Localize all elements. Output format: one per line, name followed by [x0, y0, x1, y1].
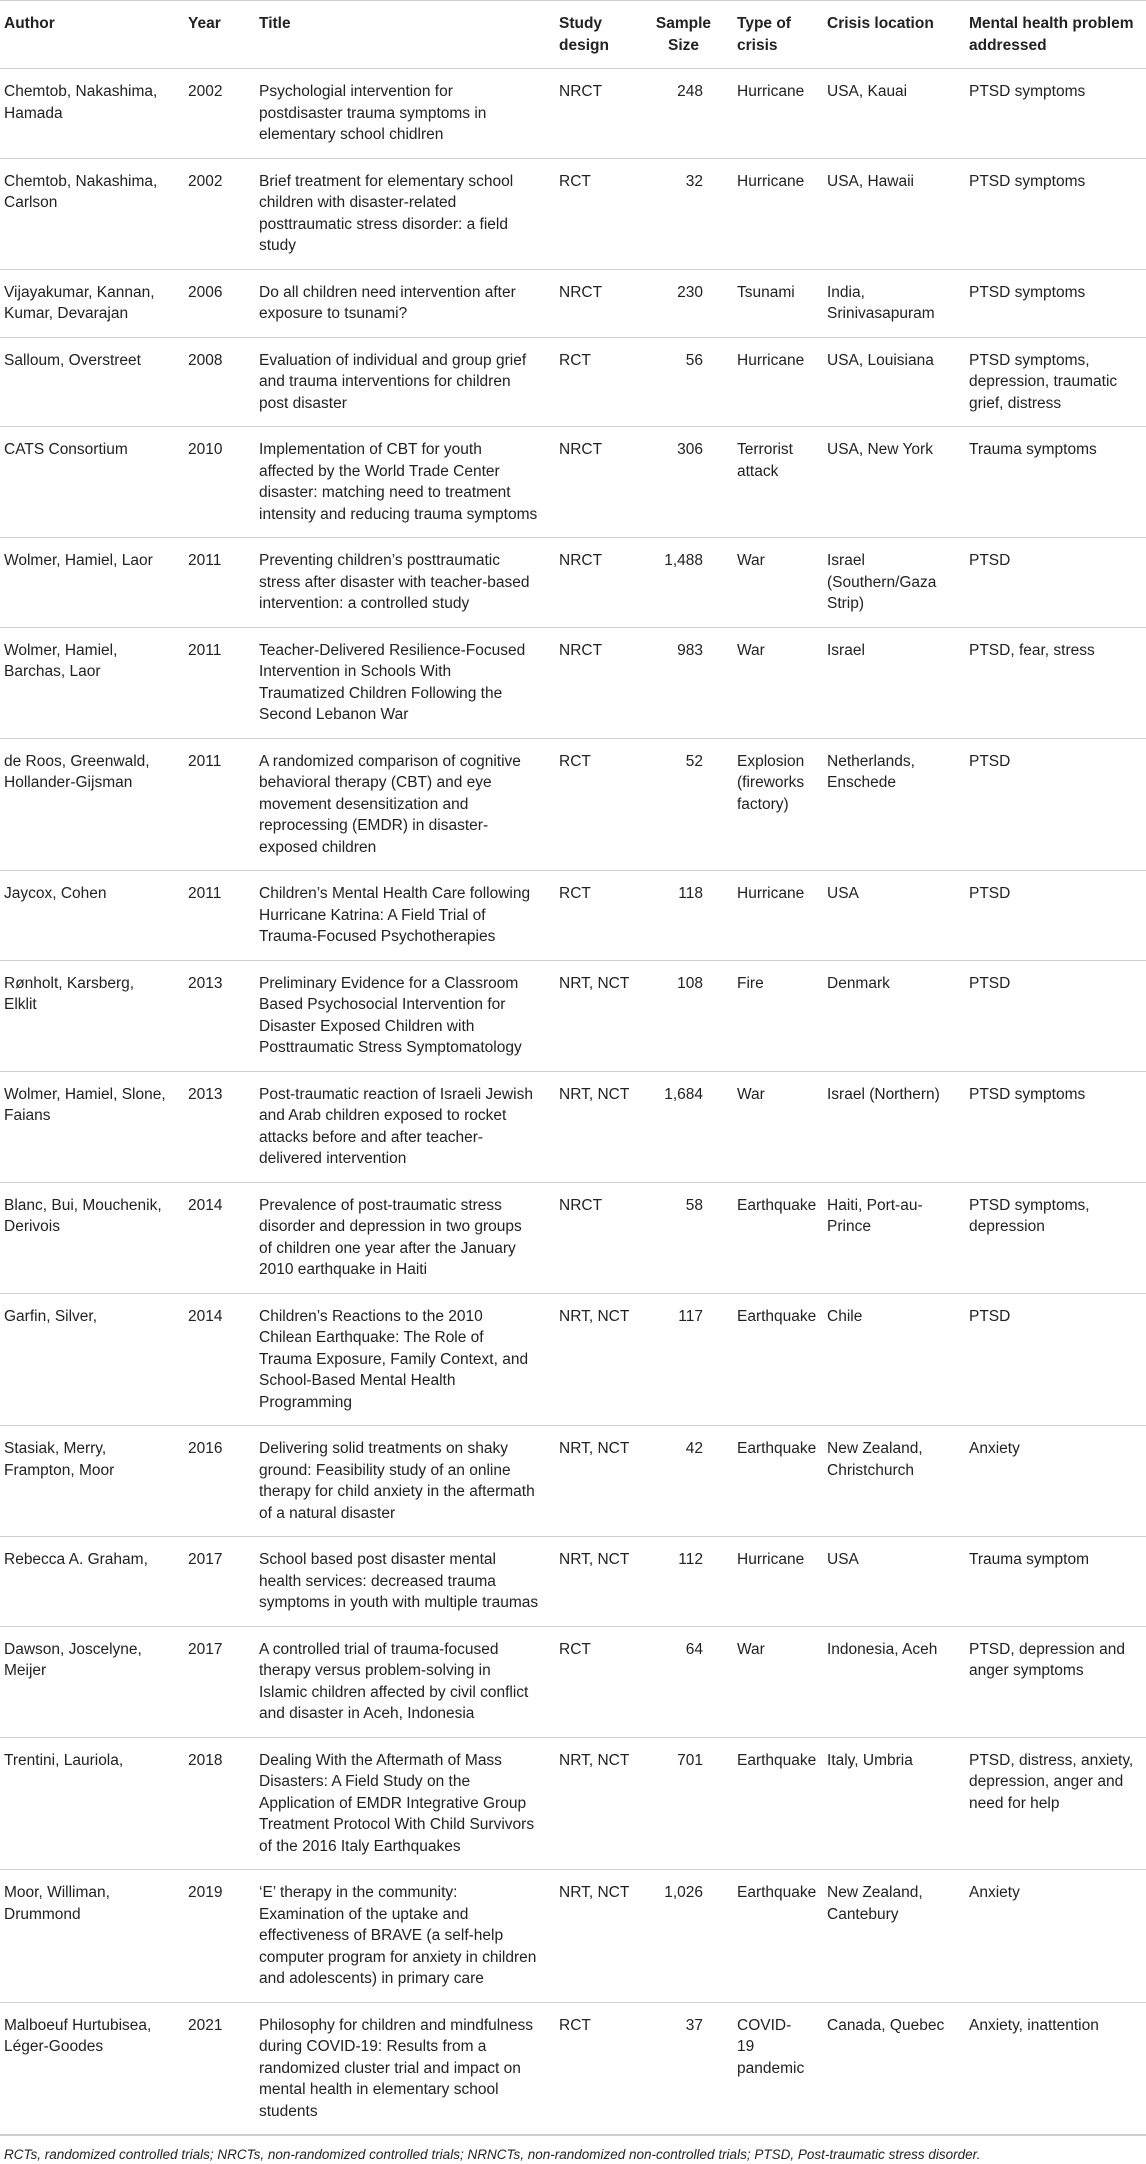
- table-row: [0, 871, 1146, 961]
- cell-study-design: RCT: [549, 871, 640, 961]
- cell-type-of-crisis: Hurricane: [727, 158, 817, 269]
- cell-year: 2013: [178, 1071, 249, 1182]
- cell-sample-size: 108: [640, 960, 727, 1071]
- cell-title: Do all children need intervention after exposure to tsunami?: [249, 269, 549, 337]
- cell-title: Implementation of CBT for youth affected by the World Trade Center disaster: matching need to treatment intensity and reducing trauma symptoms: [249, 427, 549, 538]
- cell-mental-health-problem: PTSD symptoms, depression: [959, 1182, 1146, 1293]
- cell-study-design: NRCT: [549, 538, 640, 628]
- cell-sample-size: 112: [640, 1537, 727, 1627]
- cell-crisis-location: USA: [817, 1537, 959, 1627]
- cell-sample-size: 32: [640, 158, 727, 269]
- cell-study-design: RCT: [549, 2002, 640, 2135]
- cell-type-of-crisis: Earthquake: [727, 1426, 817, 1537]
- cell-crisis-location: USA, Hawaii: [817, 158, 959, 269]
- cell-sample-size: 230: [640, 269, 727, 337]
- cell-type-of-crisis: Fire: [727, 960, 817, 1071]
- cell-crisis-location: USA, New York: [817, 427, 959, 538]
- cell-author: Rebecca A. Graham,: [0, 1537, 178, 1627]
- cell-mental-health-problem: PTSD: [959, 538, 1146, 628]
- header-author: Author: [0, 1, 178, 69]
- cell-mental-health-problem: Trauma symptom: [959, 1537, 1146, 1627]
- cell-title: School based post disaster mental health services: decreased trauma symptoms in youth with multiple traumas: [249, 1537, 549, 1627]
- table-row: [0, 1870, 1146, 2003]
- cell-study-design: NRCT: [549, 427, 640, 538]
- header-year: Year: [178, 1, 249, 69]
- cell-mental-health-problem: Anxiety, inattention: [959, 2002, 1146, 2135]
- cell-sample-size: 1,684: [640, 1071, 727, 1182]
- cell-study-design: NRCT: [549, 269, 640, 337]
- cell-study-design: RCT: [549, 158, 640, 269]
- cell-author: Garfin, Silver,: [0, 1293, 178, 1426]
- table-row: [0, 1182, 1146, 1293]
- cell-mental-health-problem: PTSD, distress, anxiety, depression, anger and need for help: [959, 1737, 1146, 1870]
- cell-study-design: NRCT: [549, 1182, 640, 1293]
- cell-sample-size: 306: [640, 427, 727, 538]
- cell-mental-health-problem: PTSD: [959, 871, 1146, 961]
- cell-crisis-location: New Zealand, Christchurch: [817, 1426, 959, 1537]
- table-row: [0, 1626, 1146, 1737]
- cell-type-of-crisis: War: [727, 627, 817, 738]
- table-body: [0, 69, 1146, 2135]
- cell-author: Stasiak, Merry, Frampton, Moor: [0, 1426, 178, 1537]
- cell-type-of-crisis: Earthquake: [727, 1182, 817, 1293]
- cell-title: Delivering solid treatments on shaky ground: Feasibility study of an online therapy for child anxiety in the aftermath of a natural disaster: [249, 1426, 549, 1537]
- cell-crisis-location: Italy, Umbria: [817, 1737, 959, 1870]
- cell-year: 2008: [178, 337, 249, 427]
- table-row: [0, 1071, 1146, 1182]
- cell-crisis-location: Indonesia, Aceh: [817, 1626, 959, 1737]
- table-row: [0, 1737, 1146, 1870]
- cell-author: Wolmer, Hamiel, Laor: [0, 538, 178, 628]
- cell-study-design: RCT: [549, 738, 640, 871]
- cell-title: Evaluation of individual and group grief and trauma interventions for children post disaster: [249, 337, 549, 427]
- header-title: Title: [249, 1, 549, 69]
- cell-mental-health-problem: PTSD: [959, 1293, 1146, 1426]
- cell-sample-size: 117: [640, 1293, 727, 1426]
- cell-title: Children’s Reactions to the 2010 Chilean Earthquake: The Role of Trauma Exposure, Family Context, and School-Based Mental Health Programming: [249, 1293, 549, 1426]
- cell-author: Jaycox, Cohen: [0, 871, 178, 961]
- cell-year: 2011: [178, 871, 249, 961]
- cell-study-design: NRT, NCT: [549, 1737, 640, 1870]
- cell-sample-size: 64: [640, 1626, 727, 1737]
- cell-title: A randomized comparison of cognitive behavioral therapy (CBT) and eye movement desensitization and reprocessing (EMDR) in disaster-exposed children: [249, 738, 549, 871]
- cell-study-design: NRCT: [549, 627, 640, 738]
- cell-author: Dawson, Joscelyne, Meijer: [0, 1626, 178, 1737]
- cell-author: Wolmer, Hamiel, Slone, Faians: [0, 1071, 178, 1182]
- table-row: [0, 960, 1146, 1071]
- cell-crisis-location: USA, Louisiana: [817, 337, 959, 427]
- cell-title: Psychologial intervention for postdisaster trauma symptoms in elementary school chidlren: [249, 69, 549, 159]
- cell-title: Preventing children’s posttraumatic stress after disaster with teacher-based intervention: a controlled study: [249, 538, 549, 628]
- cell-study-design: NRT, NCT: [549, 1293, 640, 1426]
- cell-author: Chemtob, Nakashima, Carlson: [0, 158, 178, 269]
- cell-study-design: NRT, NCT: [549, 1870, 640, 2003]
- cell-author: Malboeuf Hurtubisea, Léger-Goodes: [0, 2002, 178, 2135]
- cell-study-design: NRT, NCT: [549, 960, 640, 1071]
- table-row: [0, 158, 1146, 269]
- header-mental-health-problem: Mental health problem addressed: [959, 1, 1146, 69]
- cell-mental-health-problem: Trauma symptoms: [959, 427, 1146, 538]
- cell-crisis-location: Israel: [817, 627, 959, 738]
- cell-title: Children’s Mental Health Care following Hurricane Katrina: A Field Trial of Trauma-Focused Psychotherapies: [249, 871, 549, 961]
- cell-type-of-crisis: War: [727, 538, 817, 628]
- cell-crisis-location: USA: [817, 871, 959, 961]
- table-row: [0, 627, 1146, 738]
- cell-sample-size: 701: [640, 1737, 727, 1870]
- cell-study-design: NRT, NCT: [549, 1426, 640, 1537]
- table-row: [0, 1293, 1146, 1426]
- cell-title: Brief treatment for elementary school children with disaster-related posttraumatic stress disorder: a field study: [249, 158, 549, 269]
- table-row: [0, 2002, 1146, 2135]
- cell-author: CATS Consortium: [0, 427, 178, 538]
- cell-year: 2021: [178, 2002, 249, 2135]
- cell-year: 2013: [178, 960, 249, 1071]
- cell-year: 2011: [178, 738, 249, 871]
- table-footnote: RCTs, randomized controlled trials; NRCTs, non-randomized controlled trials; NRNCTs, non-randomized non-controlled trials; PTSD, Post-traumatic stress disorder.: [0, 2135, 1146, 2164]
- cell-type-of-crisis: Tsunami: [727, 269, 817, 337]
- cell-year: 2018: [178, 1737, 249, 1870]
- cell-title: ‘E’ therapy in the community: Examination of the uptake and effectiveness of BRAVE (a self-help computer program for anxiety in children and adolescents) in primary care: [249, 1870, 549, 2003]
- cell-type-of-crisis: Earthquake: [727, 1293, 817, 1426]
- cell-type-of-crisis: Explosion (fireworks factory): [727, 738, 817, 871]
- table-row: [0, 69, 1146, 159]
- cell-type-of-crisis: Earthquake: [727, 1870, 817, 2003]
- cell-title: Prevalence of post-traumatic stress disorder and depression in two groups of children one year after the January 2010 earthquake in Haiti: [249, 1182, 549, 1293]
- cell-sample-size: 1,488: [640, 538, 727, 628]
- cell-title: Dealing With the Aftermath of Mass Disasters: A Field Study on the Application of EMDR Integrative Group Treatment Protocol With Child Survivors of the 2016 Italy Earthquakes: [249, 1737, 549, 1870]
- cell-year: 2019: [178, 1870, 249, 2003]
- cell-type-of-crisis: Hurricane: [727, 1537, 817, 1627]
- cell-type-of-crisis: Terrorist attack: [727, 427, 817, 538]
- cell-year: 2017: [178, 1626, 249, 1737]
- cell-title: Teacher-Delivered Resilience-Focused Intervention in Schools With Traumatized Children Following the Second Lebanon War: [249, 627, 549, 738]
- table-row: [0, 1537, 1146, 1627]
- cell-type-of-crisis: COVID-19 pandemic: [727, 2002, 817, 2135]
- cell-year: 2016: [178, 1426, 249, 1537]
- cell-author: Rønholt, Karsberg, Elklit: [0, 960, 178, 1071]
- table-row: [0, 538, 1146, 628]
- cell-sample-size: 52: [640, 738, 727, 871]
- cell-mental-health-problem: PTSD, fear, stress: [959, 627, 1146, 738]
- cell-type-of-crisis: Hurricane: [727, 337, 817, 427]
- header-type-of-crisis: Type of crisis: [727, 1, 817, 69]
- cell-mental-health-problem: PTSD: [959, 738, 1146, 871]
- cell-year: 2010: [178, 427, 249, 538]
- header-crisis-location: Crisis location: [817, 1, 959, 69]
- cell-crisis-location: Netherlands, Enschede: [817, 738, 959, 871]
- cell-type-of-crisis: Earthquake: [727, 1737, 817, 1870]
- cell-crisis-location: Israel (Northern): [817, 1071, 959, 1182]
- cell-study-design: RCT: [549, 1626, 640, 1737]
- cell-title: Philosophy for children and mindfulness during COVID-19: Results from a randomized cluster trial and impact on mental health in elementary school students: [249, 2002, 549, 2135]
- cell-crisis-location: New Zealand, Cantebury: [817, 1870, 959, 2003]
- cell-crisis-location: Haiti, Port-au-Prince: [817, 1182, 959, 1293]
- cell-author: Salloum, Overstreet: [0, 337, 178, 427]
- cell-year: 2002: [178, 69, 249, 159]
- cell-type-of-crisis: War: [727, 1626, 817, 1737]
- cell-crisis-location: USA, Kauai: [817, 69, 959, 159]
- cell-year: 2014: [178, 1293, 249, 1426]
- table-row: [0, 337, 1146, 427]
- header-row: [0, 1, 1146, 69]
- table-row: [0, 1426, 1146, 1537]
- cell-author: Blanc, Bui, Mouchenik, Derivois: [0, 1182, 178, 1293]
- cell-sample-size: 58: [640, 1182, 727, 1293]
- cell-crisis-location: Denmark: [817, 960, 959, 1071]
- cell-study-design: NRT, NCT: [549, 1071, 640, 1182]
- cell-study-design: NRT, NCT: [549, 1537, 640, 1627]
- cell-title: Preliminary Evidence for a Classroom Based Psychosocial Intervention for Disaster Exposed Children with Posttraumatic Stress Symptomatology: [249, 960, 549, 1071]
- cell-author: de Roos, Greenwald, Hollander-Gijsman: [0, 738, 178, 871]
- cell-crisis-location: India, Srinivasapuram: [817, 269, 959, 337]
- cell-mental-health-problem: Anxiety: [959, 1870, 1146, 2003]
- cell-sample-size: 56: [640, 337, 727, 427]
- cell-crisis-location: Israel (Southern/Gaza Strip): [817, 538, 959, 628]
- cell-mental-health-problem: PTSD symptoms: [959, 158, 1146, 269]
- header-sample-size: Sample Size: [640, 1, 727, 69]
- cell-type-of-crisis: Hurricane: [727, 69, 817, 159]
- cell-year: 2017: [178, 1537, 249, 1627]
- cell-sample-size: 118: [640, 871, 727, 961]
- cell-mental-health-problem: PTSD, depression and anger symptoms: [959, 1626, 1146, 1737]
- cell-mental-health-problem: PTSD symptoms: [959, 269, 1146, 337]
- cell-crisis-location: Chile: [817, 1293, 959, 1426]
- cell-mental-health-problem: PTSD: [959, 960, 1146, 1071]
- cell-crisis-location: Canada, Quebec: [817, 2002, 959, 2135]
- cell-mental-health-problem: PTSD symptoms: [959, 1071, 1146, 1182]
- cell-year: 2011: [178, 627, 249, 738]
- cell-author: Moor, Williman, Drummond: [0, 1870, 178, 2003]
- cell-title: Post-traumatic reaction of Israeli Jewish and Arab children exposed to rocket attacks before and after teacher-delivered intervention: [249, 1071, 549, 1182]
- cell-sample-size: 1,026: [640, 1870, 727, 2003]
- cell-year: 2014: [178, 1182, 249, 1293]
- cell-title: A controlled trial of trauma-focused therapy versus problem-solving in Islamic children affected by civil conflict and disaster in Aceh, Indonesia: [249, 1626, 549, 1737]
- table-row: [0, 738, 1146, 871]
- cell-type-of-crisis: Hurricane: [727, 871, 817, 961]
- cell-year: 2011: [178, 538, 249, 628]
- table-row: [0, 269, 1146, 337]
- cell-year: 2002: [178, 158, 249, 269]
- cell-author: Wolmer, Hamiel, Barchas, Laor: [0, 627, 178, 738]
- cell-author: Trentini, Lauriola,: [0, 1737, 178, 1870]
- cell-sample-size: 248: [640, 69, 727, 159]
- cell-type-of-crisis: War: [727, 1071, 817, 1182]
- cell-mental-health-problem: PTSD symptoms: [959, 69, 1146, 159]
- cell-year: 2006: [178, 269, 249, 337]
- cell-author: Chemtob, Nakashima, Hamada: [0, 69, 178, 159]
- cell-sample-size: 37: [640, 2002, 727, 2135]
- table-header: [0, 1, 1146, 69]
- cell-sample-size: 42: [640, 1426, 727, 1537]
- cell-mental-health-problem: PTSD symptoms, depression, traumatic grief, distress: [959, 337, 1146, 427]
- header-study-design: Study design: [549, 1, 640, 69]
- cell-sample-size: 983: [640, 627, 727, 738]
- cell-author: Vijayakumar, Kannan, Kumar, Devarajan: [0, 269, 178, 337]
- cell-mental-health-problem: Anxiety: [959, 1426, 1146, 1537]
- table-row: [0, 427, 1146, 538]
- cell-study-design: RCT: [549, 337, 640, 427]
- cell-study-design: NRCT: [549, 69, 640, 159]
